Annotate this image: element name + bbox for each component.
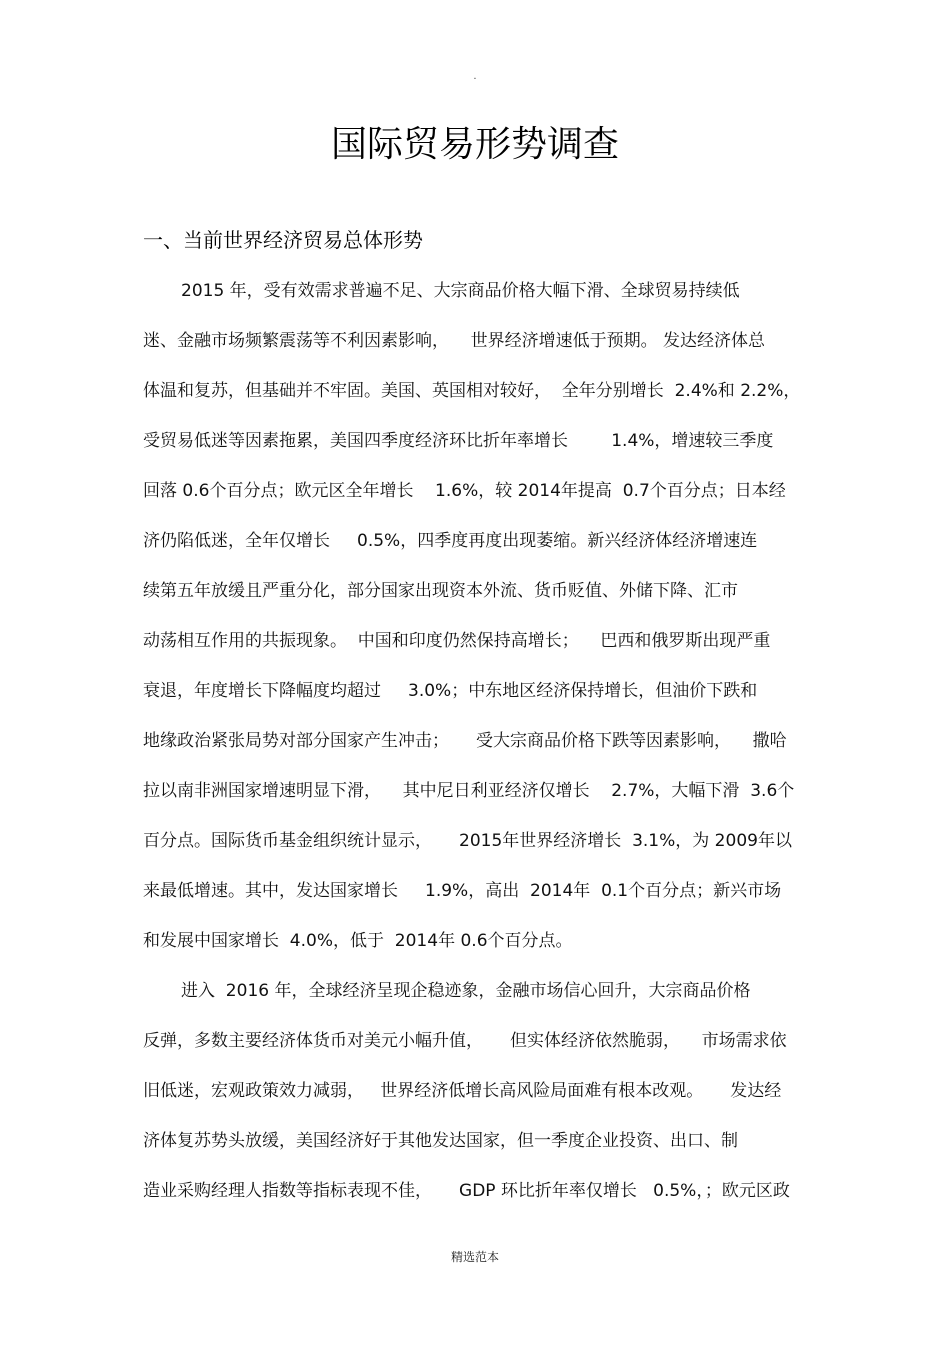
paragraph-1 (143, 266, 813, 966)
paragraph-2 (143, 966, 813, 1216)
paragraph-line: 和发展中国家增长 4.0%，低于 2014年 0.6个百分点。 (143, 931, 573, 951)
paragraph-line: 拉以南非洲国家增速明显下滑， 其中尼日利亚经济仅增长 2.7%，大幅下滑 3.6个 (143, 781, 795, 801)
paragraph-line: 受贸易低迷等因素拖累，美国四季度经济环比折年率增长 1.4%，增速较三季度 (143, 431, 774, 451)
paragraph-line: 造业采购经理人指数等指标表现不佳， GDP 环比折年率仅增长 0.5%，；欧元区政 (143, 1181, 790, 1201)
section-heading: 一、当前世界经济贸易总体形势 (143, 228, 423, 252)
paragraph-line: 来最低增速。其中，发达国家增长 1.9%，高出 2014年 0.1个百分点；新兴市场 (143, 881, 782, 901)
paragraph-line: 济仍陷低迷，全年仅增长 0.5%，四季度再度出现萎缩。新兴经济体经济增速连 (143, 531, 758, 551)
paragraph-line: 地缘政治紧张局势对部分国家产生冲击； 受大宗商品价格下跌等因素影响， 撒哈 (143, 731, 787, 751)
paragraph-line: 迷、金融市场频繁震荡等不利因素影响， 世界经济增速低于预期。 发达经济体总 (143, 331, 766, 351)
paragraph-line: 旧低迷，宏观政策效力减弱， 世界经济低增长高风险局面难有根本改观。 发达经 (143, 1081, 782, 1101)
paragraph-line: 回落 0.6个百分点；欧元区全年增长 1.6%，较 2014年提高 0.7个百分点；日本经 (143, 481, 786, 501)
header-mark: . (473, 71, 477, 82)
paragraph-line: 衰退，年度增长下降幅度均超过 3.0%；中东地区经济保持增长，但油价下跌和 (143, 681, 758, 701)
paragraph-line: 体温和复苏，但基础并不牢固。美国、英国相对较好， 全年分别增长 2.4%和 2.2%， (143, 381, 801, 401)
paragraph-line: 济体复苏势头放缓，美国经济好于其他发达国家，但一季度企业投资、出口、制 (143, 1131, 738, 1151)
paragraph-line: 动荡相互作用的共振现象。 中国和印度仍然保持高增长； 巴西和俄罗斯出现严重 (143, 631, 771, 651)
paragraph-line: 2015 年，受有效需求普遍不足、大宗商品价格大幅下滑、全球贸易持续低 (181, 281, 740, 301)
paragraph-line: 续第五年放缓且严重分化，部分国家出现资本外流、货币贬值、外储下降、汇市 (143, 581, 738, 601)
page-footer: 精选范本 (450, 1250, 499, 1264)
paragraph-line: 进入 2016 年，全球经济呈现企稳迹象，金融市场信心回升，大宗商品价格 (181, 981, 751, 1001)
paragraph-line: 反弹，多数主要经济体货币对美元小幅升值， 但实体经济依然脆弱， 市场需求依 (143, 1031, 787, 1051)
document-title: 国际贸易形势调查 (330, 124, 619, 165)
paragraph-line: 百分点。国际货币基金组织统计显示， 2015年世界经济增长 3.1%，为 2009年以 (143, 831, 792, 851)
